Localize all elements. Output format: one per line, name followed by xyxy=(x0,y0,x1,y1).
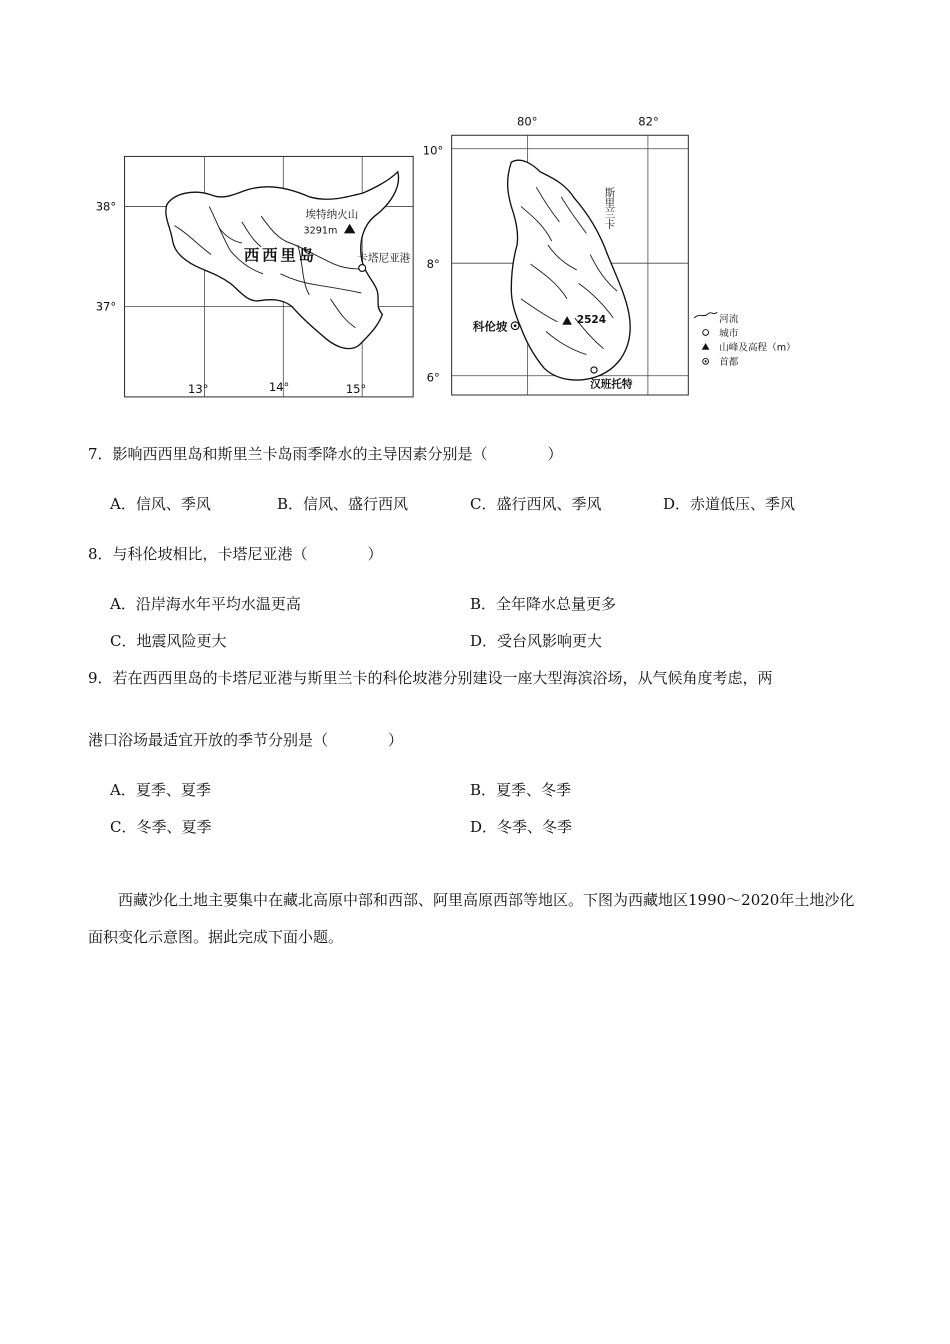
country-label: 斯里兰卡 xyxy=(603,187,616,230)
sicily-lon-13: 13° xyxy=(188,382,209,397)
question-8-option-b[interactable]: B．全年降水总量更多 xyxy=(470,595,617,613)
question-8-stem: 8．与科伦坡相比，卡塔尼亚港（ ） xyxy=(88,545,383,563)
island-label: 西西里岛 xyxy=(243,246,317,265)
question-7-option-d[interactable]: D．赤道低压、季风 xyxy=(663,495,796,513)
legend-city: 城市 xyxy=(719,328,739,340)
srilanka-lat-6: 6° xyxy=(426,370,440,385)
maps-svg xyxy=(88,112,848,399)
question-8-option-d[interactable]: D．受台风影响更大 xyxy=(470,632,603,650)
sicily-map xyxy=(96,156,413,397)
legend-city-icon xyxy=(703,330,709,336)
srilanka-lon-80: 80° xyxy=(517,114,538,129)
catania-city-icon xyxy=(359,265,366,272)
sicily-lon-15: 15° xyxy=(345,382,367,397)
city-label: 汉班托特 xyxy=(590,378,633,391)
question-9-stem-line1: 9．若在西西里岛的卡塔尼亚港与斯里兰卡的科伦坡港分别建设一座大型海滨浴场，从气候角度考虑，两 xyxy=(88,669,773,687)
legend-peak-icon xyxy=(702,343,710,350)
hambantota-city-icon xyxy=(591,367,597,373)
question-9-option-a[interactable]: A．夏季、夏季 xyxy=(110,781,211,799)
legend xyxy=(694,312,796,368)
legend-river: 河流 xyxy=(719,313,739,325)
question-9-option-c[interactable]: C．冬季、夏季 xyxy=(110,818,212,836)
question-7-option-b[interactable]: B．信风、盛行西风 xyxy=(277,495,409,513)
question-9-stem-line2: 港口浴场最适宜开放的季节分别是（ ） xyxy=(88,731,404,749)
question-9-option-b[interactable]: B．夏季、冬季 xyxy=(470,781,572,799)
legend-capital: 首都 xyxy=(719,357,739,369)
question-7-option-c[interactable]: C．盛行西风、季风 xyxy=(470,495,602,513)
sicily-lon-14: 14° xyxy=(268,380,290,395)
port-label: 卡塔尼亚港 xyxy=(357,252,411,265)
sicily-lat-38: 38° xyxy=(95,199,117,214)
capital-label: 科伦坡 xyxy=(472,319,508,334)
legend-capital-dot xyxy=(705,360,707,362)
srilanka-lat-8: 8° xyxy=(426,257,440,272)
passage-paragraph: 西藏沙化土地主要集中在藏北高原中部和西部、阿里高原西部等地区。下图为西藏地区1990～2020年土地沙化面积变化示意图。据此完成下面小题。 xyxy=(88,891,855,946)
legend-river-icon xyxy=(694,312,717,318)
maps-figure xyxy=(88,112,848,397)
question-7-option-a[interactable]: A．信风、季风 xyxy=(110,495,211,513)
question-8-option-c[interactable]: C．地震风险更大 xyxy=(110,632,227,650)
question-9-option-d[interactable]: D．冬季、冬季 xyxy=(470,818,573,836)
legend-peak: 山峰及高程（m） xyxy=(719,342,796,354)
sicily-lat-37: 37° xyxy=(95,299,117,314)
question-7-stem: 7．影响西西里岛和斯里兰卡岛雨季降水的主导因素分别是（ ） xyxy=(88,445,563,463)
question-8-option-a[interactable]: A．沿岸海水年平均水温更高 xyxy=(110,595,301,613)
volcano-label: 埃特纳火山 xyxy=(305,208,359,221)
srilanka-map xyxy=(423,115,689,395)
colombo-capital-dot xyxy=(514,324,517,327)
srilanka-lon-82: 82° xyxy=(638,114,659,129)
volcano-elev: 3291m xyxy=(303,225,338,237)
srilanka-lat-10: 10° xyxy=(422,143,444,158)
peak-elev: 2524 xyxy=(576,313,607,326)
